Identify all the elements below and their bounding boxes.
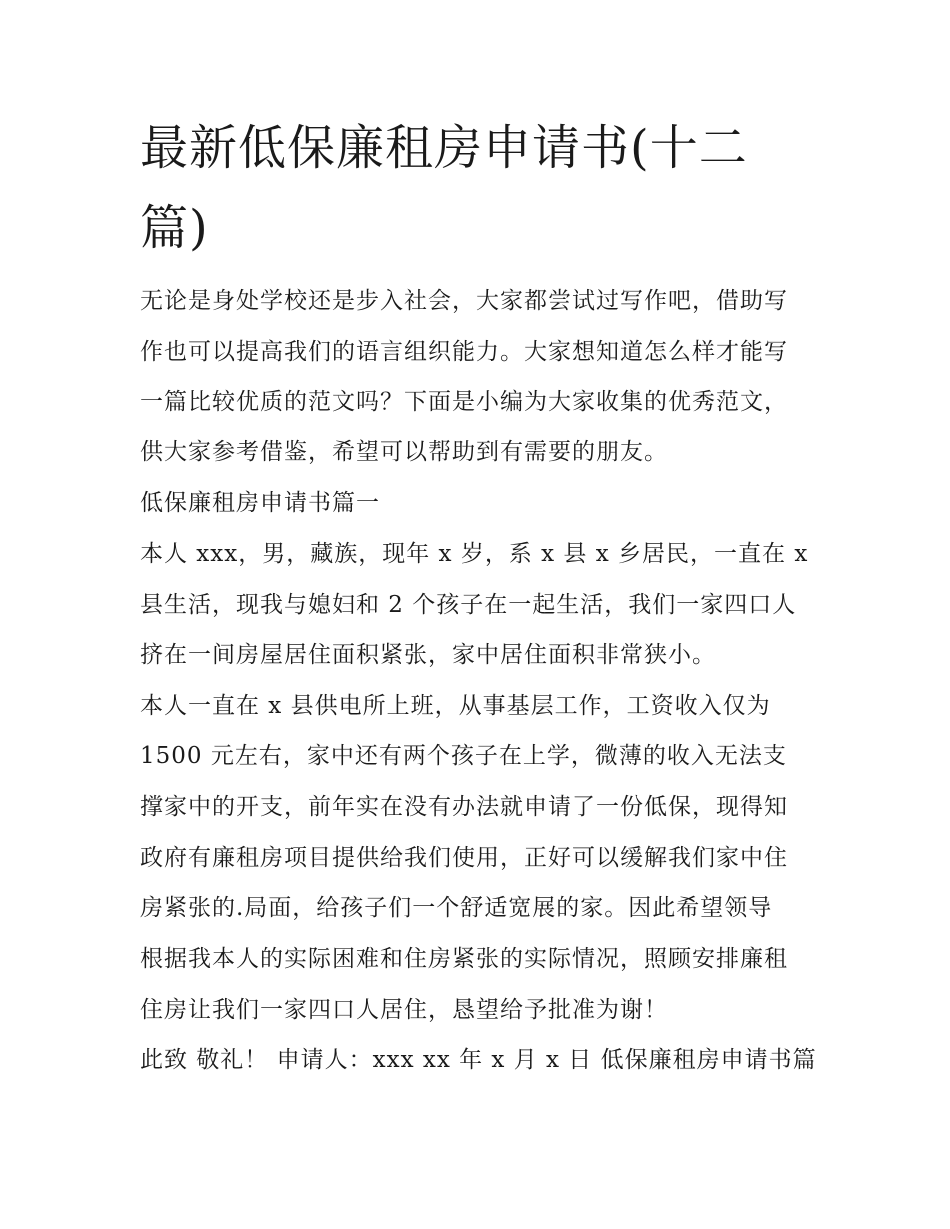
body-line-14: 根据我本人的实际困难和住房紧张的实际情况，照顾安排廉租 (140, 946, 788, 972)
body-line-6: 本人 xxx，男，藏族，现年 x 岁，系 x 县 x 乡居民，一直在 x (140, 541, 809, 567)
body-line-2: 作也可以提高我们的语言组织能力。大家想知道怎么样才能写 (140, 339, 788, 365)
body-line-10: 1500 元左右，家中还有两个孩子在上学，微薄的收入无法支 (140, 743, 787, 769)
section-heading: 低保廉租房申请书篇一 (140, 490, 380, 516)
body-line-9: 本人一直在 x 县供电所上班，从事基层工作，工资收入仅为 (140, 693, 771, 719)
body-line-16: 此致 敬礼！ 申请人：xxx xx 年 x 月 x 日 低保廉租房申请书篇 (140, 1047, 817, 1073)
body-line-7: 县生活，现我与媳妇和 2 个孩子在一起生活，我们一家四口人 (140, 592, 797, 618)
body-line-12: 政府有廉租房项目提供给我们使用，正好可以缓解我们家中住 (140, 845, 788, 871)
body-line-1: 无论是身处学校还是步入社会，大家都尝试过写作吧，借助写 (140, 288, 788, 314)
document-title-line-2: 篇) (140, 200, 209, 256)
document-title-line-1: 最新低保廉租房申请书(十二 (140, 120, 748, 176)
body-line-13: 房紧张的.局面，给孩子们一个舒适宽展的家。因此希望领导 (140, 895, 773, 921)
body-line-15: 住房让我们一家四口人居住，恳望给予批准为谢！ (140, 997, 668, 1023)
body-line-8: 挤在一间房屋居住面积紧张，家中居住面积非常狭小。 (140, 642, 716, 668)
body-line-11: 撑家中的开支，前年实在没有办法就申请了一份低保，现得知 (140, 794, 788, 820)
body-line-3: 一篇比较优质的范文吗？下面是小编为大家收集的优秀范文， (140, 389, 788, 415)
body-line-4: 供大家参考借鉴，希望可以帮助到有需要的朋友。 (140, 439, 668, 465)
